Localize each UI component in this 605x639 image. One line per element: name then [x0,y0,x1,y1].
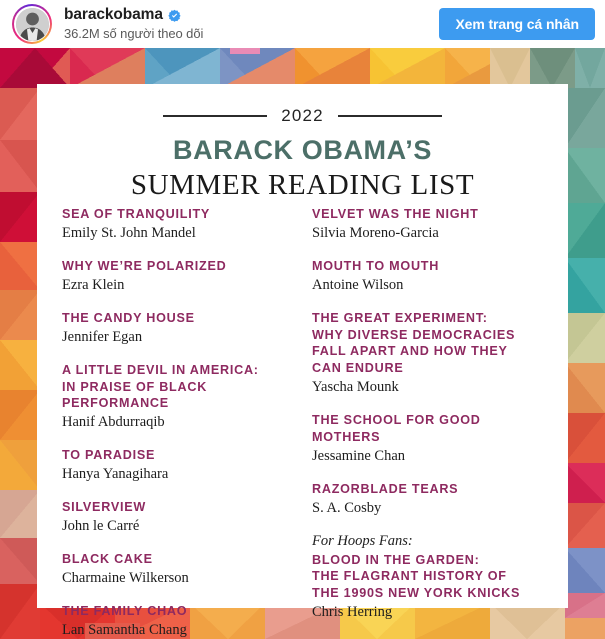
rule-right [338,115,442,117]
book-entry [62,551,308,587]
username[interactable]: barackobama [64,6,163,24]
avatar-ring-inner [14,6,50,42]
book-entry [62,499,308,535]
year-label: 2022 [281,106,324,125]
book-entry [312,258,568,294]
book-author: Jennifer Egan [62,328,143,345]
book-author: Emily St. John Mandel [62,224,196,241]
book-prefix: For Hoops Fans: [312,532,413,549]
book-author: Hanya Yanagihara [62,466,169,483]
book-columns [37,206,568,639]
book-entry [62,310,308,346]
account-info [64,6,203,42]
book-author: Jessamine Chan [312,447,406,464]
username-row [64,6,203,24]
book-title: RAZORBLADE TEARS [312,481,459,496]
book-entry [62,206,308,242]
book-author: Chris Herring [312,603,393,620]
book-entry [312,206,568,242]
book-author: Silvia Moreno-Garcia [312,224,439,241]
rule-left [163,115,267,117]
book-column-right [308,206,568,639]
avatar[interactable] [12,4,52,44]
book-title: SEA OF TRANQUILITY [62,207,211,221]
headline-primary: BARACK OBAMA’S [173,135,432,165]
book-author: Hanif Abdurraqib [62,414,165,431]
headline-secondary: SUMMER READING LIST [130,169,475,201]
book-title: THE FAMILY CHAO [62,604,188,619]
book-author: Lan Samantha Chang [62,622,187,639]
book-title: BLOOD IN THE GARDEN: THE FLAGRANT HISTORY OF THE 1990S NEW YORK KNICKS [312,552,521,601]
book-title: THE GREAT EXPERIMENT: WHY DIVERSE DEMOCRACIES FALL APART AND HOW THEY CAN ENDURE [312,311,516,376]
book-entry [312,481,568,517]
book-entry [312,412,568,465]
book-author: John le Carré [62,518,140,535]
book-title: THE SCHOOL FOR GOOD MOTHERS [312,413,481,444]
book-author: Yascha Mounk [312,378,399,395]
book-column-left [37,206,308,639]
book-author: Charmaine Wilkerson [62,570,189,587]
view-profile-button[interactable]: Xem trang cá nhân [439,8,595,40]
book-entry [312,310,568,396]
book-author: Antoine Wilson [312,276,404,293]
book-entry [312,533,568,621]
book-title: VELVET WAS THE NIGHT [312,207,479,221]
follower-count: 36.2M số người theo dõi [64,25,204,41]
book-title: WHY WE’RE POLARIZED [62,259,227,273]
book-entry [62,603,308,639]
book-title: TO PARADISE [62,448,156,463]
title-block [37,106,568,202]
book-author: S. A. Cosby [312,499,382,516]
book-author: Ezra Klein [62,276,125,293]
book-entry [62,447,308,483]
book-title: SILVERVIEW [62,500,147,515]
year-row [37,106,568,126]
verified-badge-icon [168,9,181,22]
post-image[interactable] [0,48,605,639]
book-entry [62,362,308,431]
book-title: THE CANDY HOUSE [62,311,195,325]
reading-list-card [37,84,568,639]
book-title: BLACK CAKE [62,552,153,567]
post-header [0,0,605,48]
book-title: MOUTH TO MOUTH [312,259,440,273]
book-entry [62,258,308,294]
book-title: A LITTLE DEVIL IN AMERICA: IN PRAISE OF BLACK PERFORMANCE [62,363,259,411]
avatar-photo [16,8,49,41]
